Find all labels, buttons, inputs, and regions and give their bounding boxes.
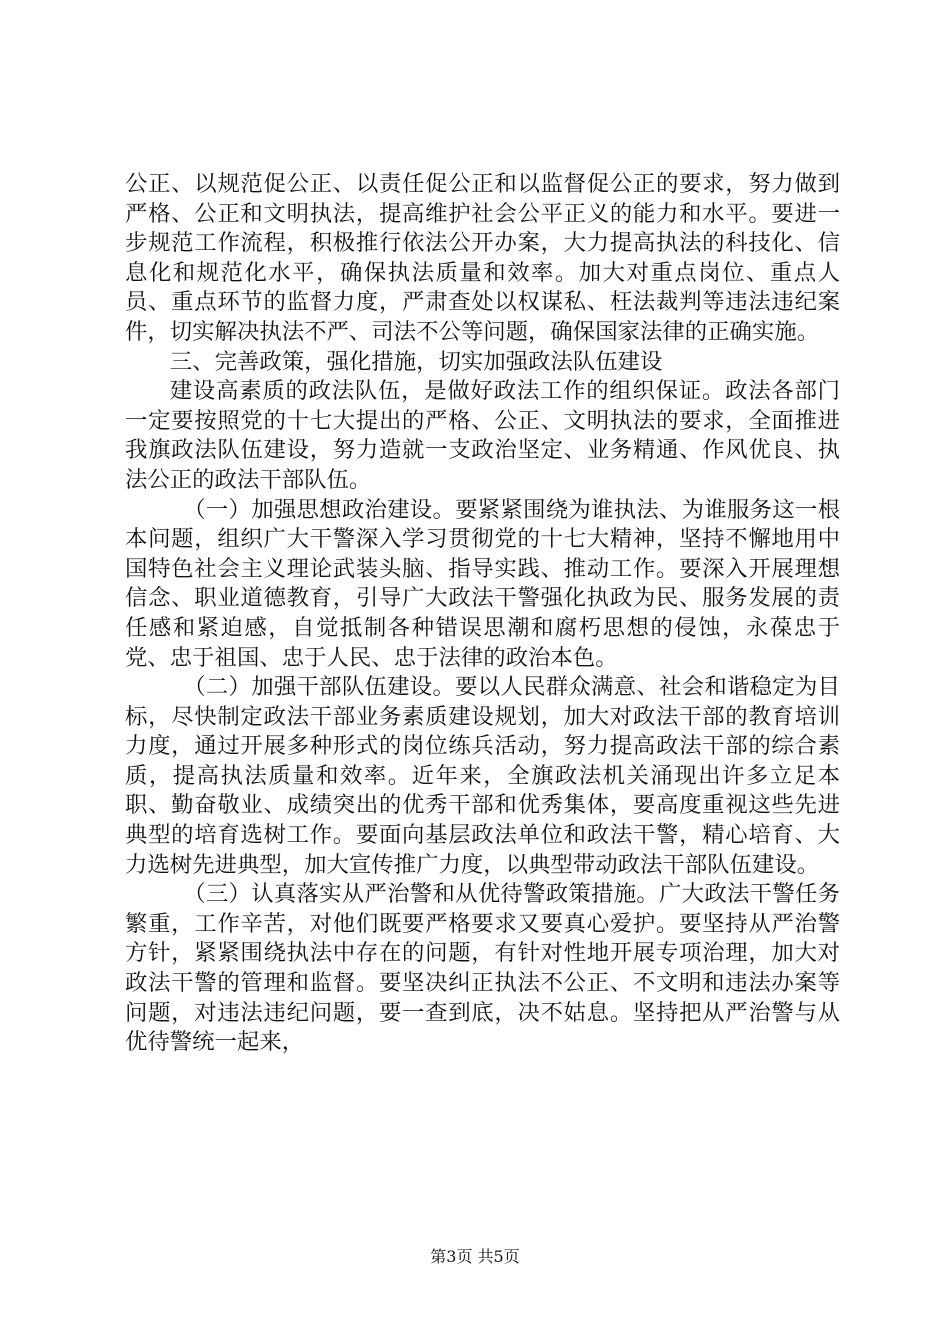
page-footer: 第3页 共5页	[430, 1247, 520, 1266]
document-body	[125, 170, 840, 1058]
paragraph-continuation: 公正、以规范促公正、以责任促公正和以监督促公正的要求，努力做到严格、公正和文明执法，提高维护社会公平正义的能力和水平。要进一步规范工作流程，积极推行依法公开办案，大力提高执法的科技化、信息化和规范化水平，确保执法质量和效率。加大对重点岗位、重点人员、重点环节的监督力度，严肃查处以权谋私、枉法裁判等违法违纪案件，切实解决执法不严、司法不公等问题，确保国家法律的正确实施。	[125, 171, 840, 345]
paragraph-item-2: （二）加强干部队伍建设。要以人民群众满意、社会和谐稳定为目标，尽快制定政法干部业务素质建设规划，加大对政法干部的教育培训力度，通过开展多种形式的岗位练兵活动，努力提高政法干部的综合素质，提高执法质量和效率。近年来，全旗政法机关涌现出许多立足本职、勤奋敬业、成绩突出的优秀干部和优秀集体，要高度重视这些先进典型的培育选树工作。要面向基层政法单位和政法干警，精心培育、大力选树先进典型，加大宣传推广力度，以典型带动政法干部队伍建设。	[125, 674, 840, 878]
section-heading: 三、完善政策，强化措施，切实加强政法队伍建设	[169, 348, 663, 375]
paragraph-item-3: （三）认真落实从严治警和从优待警政策措施。广大政法干警任务繁重，工作辛苦，对他们既要严格要求又要真心爱护。要坚持从严治警方针，紧紧围绕执法中存在的问题，有针对性地开展专项治理，加大对政法干警的管理和监督。要坚决纠正执法不公正、不文明和违法办案等问题，对违法违纪问题，要一查到底，决不姑息。坚持把从严治警与从优待警统一起来，	[125, 881, 840, 1056]
paragraph-intro: 建设高素质的政法队伍，是做好政法工作的组织保证。政法各部门一定要按照党的十七大提出的严格、公正、文明执法的要求，全面推进我旗政法队伍建设，努力造就一支政治坚定、业务精通、作风优良、执法公正的政法干部队伍。	[125, 378, 840, 493]
paragraph-item-1: （一）加强思想政治建设。要紧紧围绕为谁执法、为谁服务这一根本问题，组织广大干警深入学习贯彻党的十七大精神，坚持不懈地用中国特色社会主义理论武装头脑、指导实践、推动工作。要深入开展理想信念、职业道德教育，引导广大政法干警强化执政为民、服务发展的责任感和紧迫感，自觉抵制各种错误思潮和腐朽思想的侵蚀，永葆忠于党、忠于祖国、忠于人民、忠于法律的政治本色。	[125, 496, 840, 671]
